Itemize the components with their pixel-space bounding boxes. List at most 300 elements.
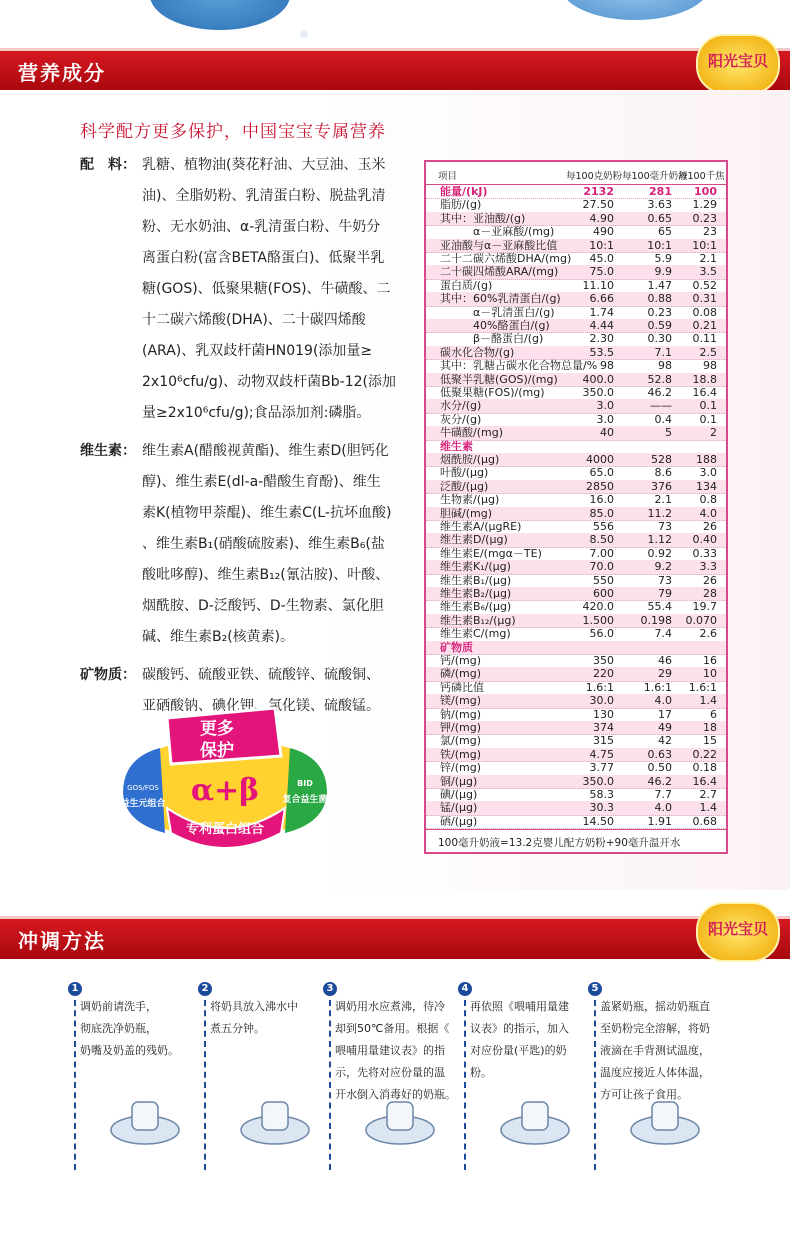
row-per-100kj: 188 — [696, 453, 717, 466]
row-per-100kj: 2.6 — [699, 627, 717, 641]
row-per-100g: 30.3 — [589, 801, 614, 815]
row-per-100ml: 65 — [658, 225, 672, 239]
row-per-100g: 1.500 — [582, 613, 614, 627]
ingredient-line: 素K(植物甲萘醌)、维生素C(L-抗坏血酸) — [142, 505, 392, 521]
brand-badge — [696, 34, 780, 94]
row-per-100kj: 16 — [703, 654, 717, 667]
ingredient-line: 十二碳六烯酸(DHA)、二十碳四烯酸 — [142, 312, 366, 328]
row-per-100g: 315 — [593, 734, 614, 748]
row-per-100ml: 7.7 — [654, 788, 672, 801]
row-per-100g: 27.50 — [582, 198, 614, 212]
row-per-100kj: 0.52 — [692, 278, 717, 292]
row-name: 维生素K₁/(μg) — [440, 560, 511, 574]
row-per-100ml: 5 — [665, 426, 672, 440]
nutrition-table-footer — [426, 829, 726, 852]
row-name: 胆碱/(mg) — [440, 506, 492, 520]
ingredient-line: 亚硒酸钠、碘化钾、氯化镁、硫酸锰。 — [142, 698, 380, 714]
row-per-100g: 350.0 — [582, 774, 614, 788]
header-per-100kj: 每100千焦 — [678, 171, 725, 182]
table-row — [426, 359, 726, 373]
row-per-100kj: 0.8 — [699, 493, 717, 507]
row-per-100kj: 0.40 — [692, 533, 717, 547]
step-line: 调奶前请洗手， — [80, 1000, 157, 1013]
decor-dot — [300, 30, 308, 38]
row-per-100ml: 52.8 — [647, 372, 672, 386]
row-per-100kj: 1.4 — [699, 694, 717, 708]
row-name: 磷/(mg) — [440, 667, 481, 681]
row-name: 钙磷比值 — [440, 680, 484, 694]
ingredient-line: 2x10⁶cfu/g)、动物双歧杆菌Bb-12(添加 — [142, 374, 397, 390]
row-per-100g: 11.10 — [582, 278, 614, 292]
ingredient-line: 醇)、维生素E(dl-a-醋酸生育酚)、维生 — [142, 474, 381, 490]
row-per-100g: 8.50 — [589, 533, 614, 547]
table-row — [426, 574, 726, 588]
header-per-100g: 每100克奶粉 — [566, 171, 623, 182]
row-name: α－乳清蛋白/(g) — [440, 305, 555, 319]
row-per-100g: 3.0 — [596, 412, 614, 426]
row-per-100ml: 11.2 — [647, 506, 672, 520]
row-per-100ml: —— — [650, 399, 672, 413]
logo-text-left2: 益生元组合 — [120, 799, 166, 809]
ingredient-group-label: 维生素： — [80, 443, 136, 459]
row-name: 40%酪蛋白/(g) — [440, 319, 550, 332]
row-name: 生物素/(μg) — [440, 493, 500, 507]
row-per-100ml: 0.65 — [647, 211, 672, 225]
step-line: 开水倒入消毒好的奶瓶。 — [335, 1088, 456, 1101]
table-row — [426, 319, 726, 333]
step-illustration — [620, 1090, 710, 1150]
row-per-100g: 130 — [593, 707, 614, 721]
row-per-100ml: 1.91 — [647, 814, 672, 828]
table-row — [426, 641, 726, 655]
table-row — [426, 734, 726, 748]
row-per-100g: 58.3 — [589, 788, 614, 801]
ingredient-line: 、维生素B₁(硝酸硫胺素)、维生素B₆(盐 — [142, 536, 385, 552]
logo-text-main: α+β — [190, 773, 260, 808]
row-name: 碳水化合物/(g) — [440, 345, 515, 359]
step-line: 彻底洗净奶瓶， — [80, 1022, 157, 1035]
row-per-100ml: 1.6:1 — [643, 680, 672, 694]
table-row — [426, 694, 726, 708]
table-row — [426, 815, 726, 829]
row-per-100g: 2.30 — [589, 332, 614, 346]
row-per-100g: 400.0 — [582, 372, 614, 386]
row-name: 矿物质 — [440, 640, 473, 654]
row-per-100kj: 1.29 — [692, 198, 717, 212]
ingredient-line: 烟酰胺、D-泛酸钙、D-生物素、氯化胆 — [142, 598, 384, 614]
row-per-100g: 2132 — [583, 185, 614, 198]
row-name: 氯/(mg) — [440, 734, 481, 748]
row-per-100kj: 0.22 — [692, 747, 717, 761]
row-name: 能量/(kJ) — [440, 185, 488, 198]
table-row — [426, 775, 726, 789]
row-name: 水分/(g) — [440, 399, 482, 413]
row-per-100ml: 8.6 — [654, 466, 672, 480]
row-per-100kj: 1.6:1 — [688, 680, 717, 694]
step-line: 温度应接近人体体温， — [600, 1066, 710, 1079]
row-per-100ml: 281 — [649, 185, 672, 198]
logo-text-top: 更多 — [200, 719, 234, 739]
step-text — [470, 996, 598, 1084]
row-per-100kj: 26 — [703, 520, 717, 533]
row-per-100ml: 2.1 — [654, 493, 672, 507]
row-name: 维生素A/(μgRE) — [440, 520, 522, 533]
row-per-100kj: 2.1 — [699, 252, 717, 265]
row-per-100ml: 528 — [651, 453, 672, 466]
row-per-100g: 550 — [593, 573, 614, 587]
step-line: 再依照《喂哺用量建 — [470, 1000, 569, 1013]
step-line: 煮五分钟。 — [210, 1022, 265, 1035]
row-per-100g: 40 — [600, 426, 614, 440]
row-per-100kj: 1.4 — [699, 801, 717, 815]
table-row — [426, 801, 726, 815]
row-per-100kj: 16.4 — [692, 386, 717, 399]
step-line: 将奶具放入沸水中 — [210, 1000, 298, 1013]
row-per-100g: 220 — [593, 667, 614, 681]
row-per-100kj: 3.0 — [699, 466, 717, 480]
row-per-100kj: 0.11 — [692, 332, 717, 346]
row-name: 锰/(μg) — [440, 801, 478, 815]
brand-badge-2 — [696, 902, 780, 962]
step-number: 4 — [458, 982, 472, 996]
prep-section-bar — [0, 916, 790, 959]
row-name: 二十二碳六烯酸DHA/(mg) — [440, 252, 572, 265]
step-line: 却到50℃备用。根据《 — [335, 1022, 450, 1035]
ingredient-line: 乳糖、植物油(葵花籽油、大豆油、玉米 — [142, 157, 386, 173]
step-line: 液滴在手背测试温度， — [600, 1044, 710, 1057]
row-per-100kj: 0.68 — [692, 814, 717, 828]
row-name: 铁/(mg) — [440, 747, 481, 761]
row-per-100ml: 46.2 — [647, 386, 672, 399]
row-per-100ml: 0.88 — [647, 292, 672, 306]
row-per-100kj: 98 — [703, 359, 717, 373]
row-per-100g: 420.0 — [582, 600, 614, 614]
prep-step — [461, 980, 600, 1170]
table-row — [426, 426, 726, 440]
step-text — [210, 996, 338, 1040]
step-line: 议表》的指示，加入 — [470, 1022, 569, 1035]
row-name: 其中：亚油酸/(g) — [440, 211, 526, 225]
brand-badge-text: 阳光宝贝 — [707, 52, 768, 70]
row-per-100g: 2850 — [586, 479, 614, 493]
table-row — [426, 466, 726, 480]
row-per-100kj: 16.4 — [692, 774, 717, 788]
row-per-100kj: 134 — [696, 479, 717, 493]
table-row — [426, 239, 726, 253]
row-per-100g: 75.0 — [589, 265, 614, 279]
row-name: 维生素B₂/(μg) — [440, 587, 512, 600]
step-illustration — [230, 1090, 320, 1150]
alpha-beta-protein-logo — [105, 698, 345, 858]
ingredient-line: 碳酸钙、硫酸亚铁、硫酸锌、硫酸铜、 — [142, 667, 380, 683]
table-row — [426, 507, 726, 521]
row-per-100kj: 2 — [710, 426, 717, 440]
header-item: 项目 — [438, 171, 458, 182]
table-row — [426, 373, 726, 387]
row-per-100g: 4000 — [586, 453, 614, 466]
table-row — [426, 198, 726, 212]
prep-step — [591, 980, 730, 1170]
step-line: 盖紧奶瓶，摇动奶瓶直 — [600, 1000, 710, 1013]
row-per-100ml: 1.12 — [647, 533, 672, 547]
row-per-100kj: 3.3 — [699, 560, 717, 574]
table-row — [426, 533, 726, 547]
ingredient-line: 碱、维生素B₂(核黄素)。 — [142, 629, 295, 645]
row-name: 维生素 — [440, 439, 473, 453]
row-name: 维生素B₁₂/(μg) — [440, 613, 516, 627]
ingredient-line: (ARA)、乳双歧杆菌HN019(添加量≥ — [142, 343, 373, 359]
row-per-100ml: 5.9 — [654, 252, 672, 265]
row-per-100ml: 0.198 — [640, 613, 672, 627]
step-line: 至奶粉完全溶解，将奶 — [600, 1022, 710, 1035]
row-per-100ml: 4.0 — [654, 801, 672, 815]
nutrition-subtitle: 科学配方更多保护，中国宝宝专属营养 — [80, 122, 386, 142]
table-row — [426, 560, 726, 574]
row-per-100ml: 55.4 — [647, 600, 672, 614]
step-line: 方可让孩子食用。 — [600, 1088, 688, 1101]
table-row — [426, 708, 726, 722]
row-per-100ml: 46 — [658, 654, 672, 667]
row-per-100g: 70.0 — [589, 560, 614, 574]
row-name: 维生素B₆/(μg) — [440, 600, 512, 614]
row-name: 碘/(μg) — [440, 788, 478, 801]
row-per-100kj: 0.08 — [692, 305, 717, 319]
table-row — [426, 627, 726, 641]
ingredient-group-text — [142, 150, 472, 429]
row-name: 维生素B₁/(μg) — [440, 573, 512, 587]
step-divider — [329, 1000, 331, 1170]
row-per-100g: 3.77 — [589, 761, 614, 775]
table-row — [426, 306, 726, 320]
row-name: 蛋白质/(g) — [440, 278, 493, 292]
row-name: α－亚麻酸/(mg) — [440, 225, 555, 239]
nutrition-section-bar — [0, 48, 790, 91]
row-per-100ml: 29 — [658, 667, 672, 681]
row-per-100ml: 79 — [658, 587, 672, 600]
top-decoration — [0, 0, 790, 48]
row-per-100ml: 4.0 — [654, 694, 672, 708]
row-per-100g: 16.0 — [589, 493, 614, 507]
step-line: 示，先将对应份量的温 — [335, 1066, 445, 1079]
row-per-100g: 53.5 — [589, 345, 614, 359]
row-per-100kj: 18 — [703, 721, 717, 734]
row-per-100g: 14.50 — [582, 814, 614, 828]
step-line: 对应份量(平匙)的奶 — [470, 1044, 567, 1057]
logo-text-left1: GOS/FOS — [127, 784, 159, 792]
table-row — [426, 292, 726, 306]
table-row — [426, 265, 726, 279]
row-per-100kj: 0.070 — [685, 613, 717, 627]
row-per-100g: 350 — [593, 654, 614, 667]
logo-text-bottom: 专利蛋白组合 — [185, 822, 265, 837]
row-per-100kj: 0.1 — [699, 412, 717, 426]
ingredient-line: 量≥2x10⁶cfu/g);食品添加剂:磷脂。 — [142, 405, 371, 421]
row-per-100kj: 100 — [694, 185, 717, 198]
row-name: 脂肪/(g) — [440, 198, 482, 212]
row-name: 其中：60%乳清蛋白/(g) — [440, 292, 561, 306]
row-per-100ml: 9.2 — [654, 560, 672, 574]
row-per-100kj: 4.0 — [699, 506, 717, 520]
ingredient-group-label: 配 料： — [80, 157, 136, 173]
table-row — [426, 600, 726, 614]
row-per-100kj: 2.7 — [699, 788, 717, 801]
row-name: 铜/(μg) — [440, 774, 478, 788]
row-name: 亚油酸与α－亚麻酸比值 — [440, 238, 558, 252]
header-per-100ml: 每100毫升奶液 — [622, 171, 688, 182]
table-row — [426, 440, 726, 454]
step-divider — [74, 1000, 76, 1170]
row-per-100kj: 3.5 — [699, 265, 717, 279]
ingredient-line: 酸吡哆醇)、维生素B₁₂(氰沽胺)、叶酸、 — [142, 567, 390, 583]
nutrition-table — [424, 160, 728, 854]
row-per-100g: 4.44 — [589, 319, 614, 332]
row-per-100ml: 0.59 — [647, 319, 672, 332]
prep-step — [201, 980, 340, 1170]
row-name: 钾/(mg) — [440, 721, 481, 734]
row-name: 低聚半乳糖(GOS)/(mg) — [440, 372, 558, 386]
row-name: 镁/(mg) — [440, 694, 481, 708]
row-per-100g: 4.90 — [589, 211, 614, 225]
row-name: 低聚果糖(FOS)/(mg) — [440, 386, 545, 399]
ingredient-line: 离蛋白粉(富含BETA酪蛋白)、低聚半乳 — [142, 250, 385, 266]
row-per-100ml: 0.92 — [647, 546, 672, 560]
row-per-100g: 56.0 — [589, 627, 614, 641]
decor-blob-right — [560, 0, 710, 20]
table-row — [426, 761, 726, 775]
ingredient-line: 油)、全脂奶粉、乳清蛋白粉、脱盐乳清 — [142, 188, 386, 204]
step-illustration — [100, 1090, 190, 1150]
row-per-100ml: 7.4 — [654, 627, 672, 641]
row-per-100ml: 7.1 — [654, 345, 672, 359]
row-name: 烟酰胺/(μg) — [440, 453, 500, 466]
table-row — [426, 225, 726, 239]
row-per-100kj: 0.31 — [692, 292, 717, 306]
row-per-100ml: 9.9 — [654, 265, 672, 279]
step-divider — [204, 1000, 206, 1170]
ingredient-line: 糖(GOS)、低聚果糖(FOS)、牛磺酸、二 — [142, 281, 391, 297]
row-per-100ml: 0.23 — [647, 305, 672, 319]
row-per-100ml: 46.2 — [647, 774, 672, 788]
row-per-100kj: 15 — [703, 734, 717, 748]
row-per-100kj: 26 — [703, 573, 717, 587]
row-name: 硒/(μg) — [440, 814, 478, 828]
logo-right-wing — [285, 748, 327, 833]
row-name: 钙/(mg) — [440, 654, 481, 667]
nutrition-table-header — [426, 162, 726, 185]
row-per-100g: 374 — [593, 721, 614, 734]
row-per-100g: 10:1 — [589, 238, 614, 252]
row-per-100g: 65.0 — [589, 466, 614, 480]
row-per-100g: 6.66 — [589, 292, 614, 306]
row-per-100g: 4.75 — [589, 747, 614, 761]
row-per-100kj: 6 — [710, 707, 717, 721]
row-per-100kj: 23 — [703, 225, 717, 239]
row-per-100g: 98 — [600, 359, 614, 373]
step-divider — [594, 1000, 596, 1170]
row-per-100kj: 0.33 — [692, 546, 717, 560]
row-name: 泛酸/(μg) — [440, 479, 489, 493]
row-per-100ml: 0.4 — [654, 412, 672, 426]
row-per-100ml: 98 — [658, 359, 672, 373]
row-per-100kj: 2.5 — [699, 345, 717, 359]
row-name: 叶酸/(μg) — [440, 466, 489, 480]
nutrition-section-title: 营养成分 — [18, 61, 106, 85]
ingredient-line: 粉、无水奶油、α-乳清蛋白粉、牛奶分 — [142, 219, 381, 235]
row-per-100g: 490 — [593, 225, 614, 239]
step-line: 粉。 — [470, 1066, 492, 1079]
step-number: 1 — [68, 982, 82, 996]
step-number: 3 — [323, 982, 337, 996]
footer-note: 100毫升奶液=13.2克婴儿配方奶粉+90毫升温开水 — [438, 837, 681, 849]
row-per-100kj: 28 — [703, 587, 717, 600]
row-per-100ml: 73 — [658, 573, 672, 587]
step-illustration — [355, 1090, 445, 1150]
row-per-100g: 1.74 — [589, 305, 614, 319]
prep-step — [326, 980, 465, 1170]
row-per-100kj: 10 — [703, 667, 717, 681]
row-per-100g: 556 — [593, 520, 614, 533]
row-per-100kj: 10:1 — [692, 238, 717, 252]
step-number: 2 — [198, 982, 212, 996]
row-per-100kj: 18.8 — [692, 372, 717, 386]
ingredient-group-label: 矿物质： — [80, 667, 136, 683]
row-per-100g: 30.0 — [589, 694, 614, 708]
row-per-100g: 1.6:1 — [585, 680, 614, 694]
row-per-100ml: 0.50 — [647, 761, 672, 775]
row-name: 牛磺酸/(mg) — [440, 426, 503, 440]
prep-step — [71, 980, 210, 1170]
row-per-100ml: 376 — [651, 479, 672, 493]
table-row — [426, 332, 726, 346]
logo-text-right1: BID — [297, 779, 313, 788]
row-name: 钠/(mg) — [440, 707, 481, 721]
row-per-100g: 7.00 — [589, 546, 614, 560]
table-row — [426, 493, 726, 507]
row-name: 维生素C/(mg) — [440, 627, 511, 641]
row-name: β－酪蛋白/(g) — [440, 332, 544, 346]
row-name: 灰分/(g) — [440, 412, 482, 426]
row-name: 锌/(mg) — [440, 761, 481, 775]
logo-text-mid: 保护 — [200, 741, 234, 761]
row-per-100ml: 0.63 — [647, 747, 672, 761]
step-line: 奶嘴及奶盖的残奶。 — [80, 1044, 179, 1057]
row-name: 其中：乳糖占碳水化合物总量/% — [440, 359, 598, 373]
row-name: 维生素E/(mgα－TE) — [440, 546, 542, 560]
step-illustration — [490, 1090, 580, 1150]
row-per-100ml: 17 — [658, 707, 672, 721]
row-per-100kj: 0.23 — [692, 211, 717, 225]
table-row — [426, 399, 726, 413]
ingredient-group-text — [142, 436, 472, 653]
ingredient-line: 维生素A(醋酸视黄酯)、维生素D(胆钙化 — [142, 443, 389, 459]
row-per-100kj: 0.18 — [692, 761, 717, 775]
step-line: 调奶用水应煮沸，待冷 — [335, 1000, 445, 1013]
row-per-100g: 350.0 — [582, 386, 614, 399]
row-per-100g: 45.0 — [589, 252, 614, 265]
row-per-100g: 85.0 — [589, 506, 614, 520]
row-name: 二十碳四烯酸ARA/(mg) — [440, 265, 559, 279]
row-per-100ml: 1.47 — [647, 278, 672, 292]
prep-steps — [0, 980, 790, 1180]
row-per-100g: 3.0 — [596, 399, 614, 413]
step-divider — [464, 1000, 466, 1170]
step-text — [80, 996, 208, 1062]
row-per-100kj: 0.21 — [692, 319, 717, 332]
row-per-100kj: 19.7 — [692, 600, 717, 614]
row-per-100kj: 0.1 — [699, 399, 717, 413]
row-per-100ml: 49 — [658, 721, 672, 734]
row-per-100ml: 0.30 — [647, 332, 672, 346]
